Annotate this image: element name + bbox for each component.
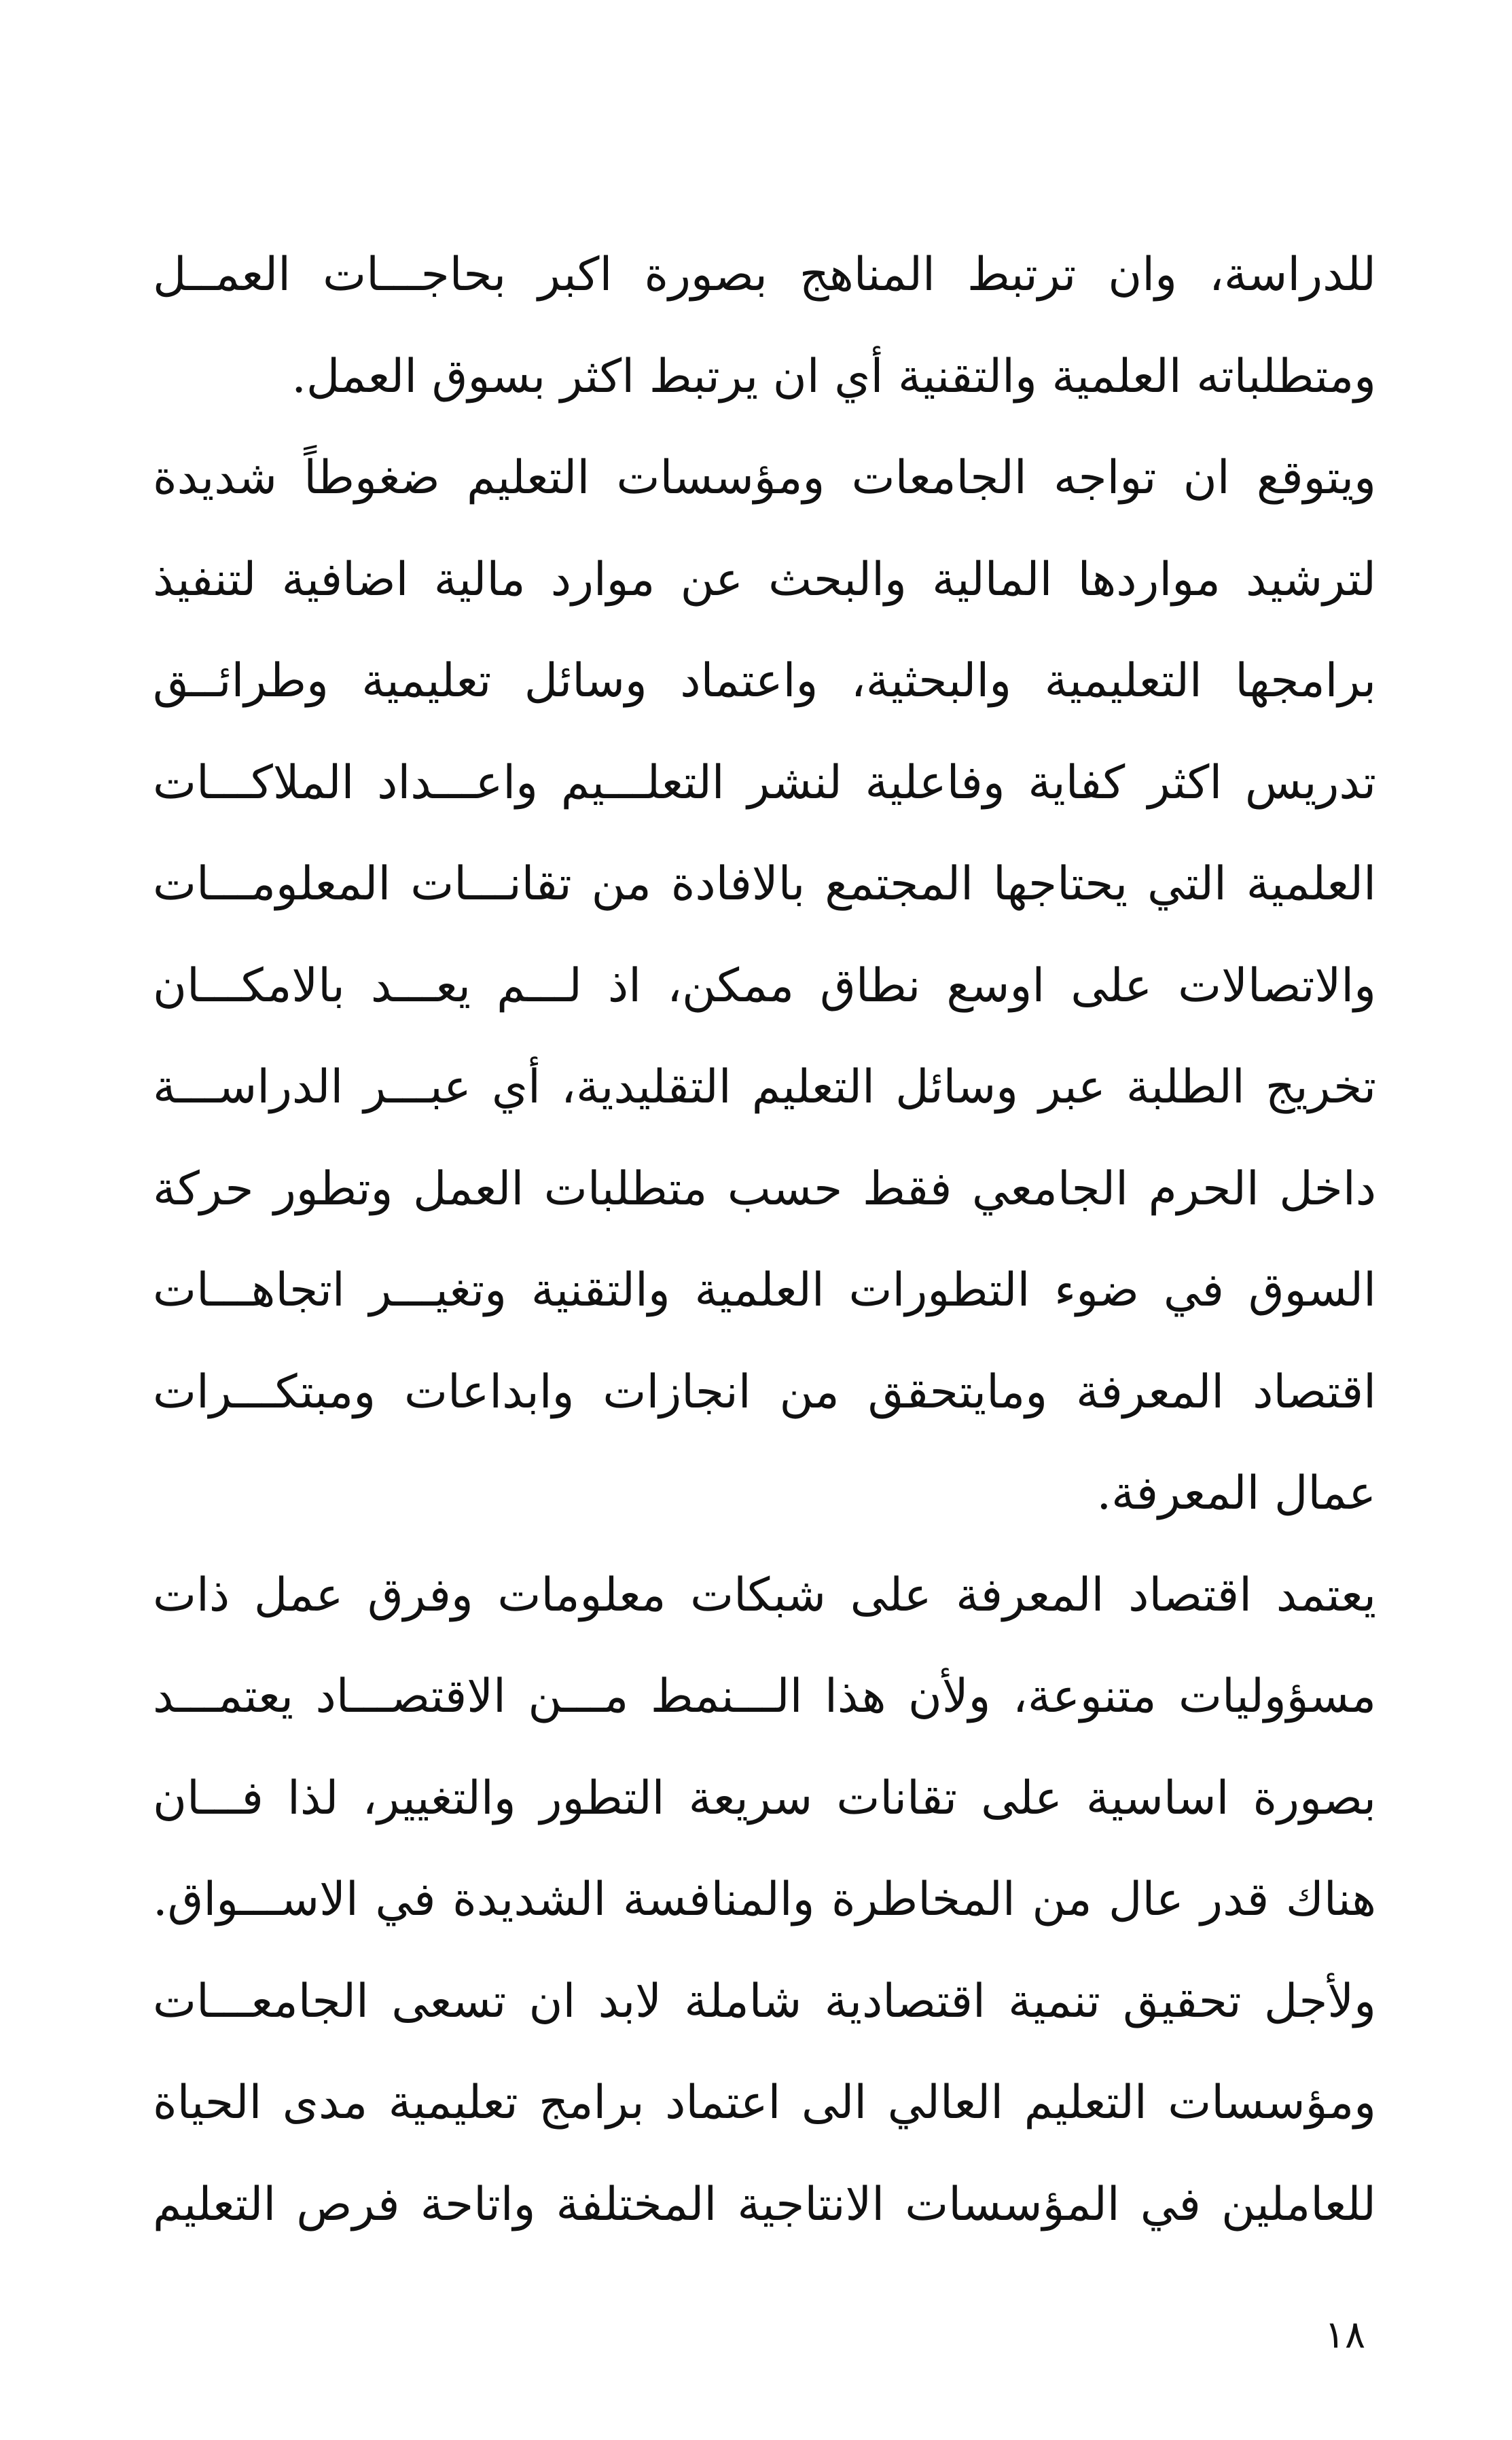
body-text <box>153 224 1376 2255</box>
text-line-17: هناك قدر عال من المخاطرة والمنافسة الشديدة في الاســـواق. <box>153 1873 1376 1926</box>
text-line-10: داخل الحرم الجامعي فقط حسب متطلبات العمل وتطور حركة <box>153 1162 1376 1216</box>
text-line-5: برامجها التعليمية والبحثية، واعتماد وسائل تعليمية وطرائــق <box>153 654 1376 708</box>
text-line-6: تدريس اكثر كفاية وفاعلية لنشر التعلـــيم واعـــداد الملاكـــات <box>153 755 1376 810</box>
text-line-8: والاتصالات على اوسع نطاق ممكن، اذ لـــم يعـــد بالامكـــان <box>153 958 1376 1013</box>
text-line-16: بصورة اساسية على تقانات سريعة التطور والتغيير، لذا فـــان <box>153 1771 1376 1825</box>
text-line-11: السوق في ضوء التطورات العلمية والتقنية وتغيـــر اتجاهـــات <box>153 1263 1376 1317</box>
text-line-20: للعاملين في المؤسسات الانتاجية المختلفة واتاحة فرص التعليم <box>153 2177 1376 2231</box>
text-line-4: لترشيد مواردها المالية والبحث عن موارد مالية اضافية لتنفيذ <box>153 552 1376 607</box>
text-line-14: يعتمد اقتصاد المعرفة على شبكات معلومات وفرق عمل ذات <box>153 1568 1376 1622</box>
text-line-13: عمال المعرفة. <box>1096 1467 1376 1520</box>
text-line-2: ومتطلباته العلمية والتقنية أي ان يرتبط اكثر بسوق العمل. <box>291 349 1376 403</box>
text-line-9: تخريج الطلبة عبر وسائل التعليم التقليدية، أي عبـــر الدراســـة <box>153 1060 1376 1114</box>
text-line-15: مسؤوليات متنوعة، ولأن هذا الـــنمط مـــن الاقتصـــاد يعتمـــد <box>153 1670 1376 1723</box>
text-line-7: العلمية التي يحتاجها المجتمع بالافادة من تقانـــات المعلومـــات <box>153 857 1376 911</box>
text-line-3: ويتوقع ان تواجه الجامعات ومؤسسات التعليم ضغوطاً شديدة <box>153 451 1376 505</box>
page-number: ١٨ <box>1324 2313 1366 2357</box>
text-line-18: ولأجل تحقيق تنمية اقتصادية شاملة لابد ان تسعى الجامعـــات <box>153 1974 1376 2028</box>
text-line-19: ومؤسسات التعليم العالي الى اعتماد برامج تعليمية مدى الحياة <box>153 2076 1376 2130</box>
text-line-1: للدراسة، وان ترتبط المناهج بصورة اكبر بحاجـــات العمــل <box>153 248 1376 302</box>
text-line-12: اقتصاد المعرفة ومايتحقق من انجازات وابداعات ومبتكـــرات <box>153 1365 1376 1419</box>
